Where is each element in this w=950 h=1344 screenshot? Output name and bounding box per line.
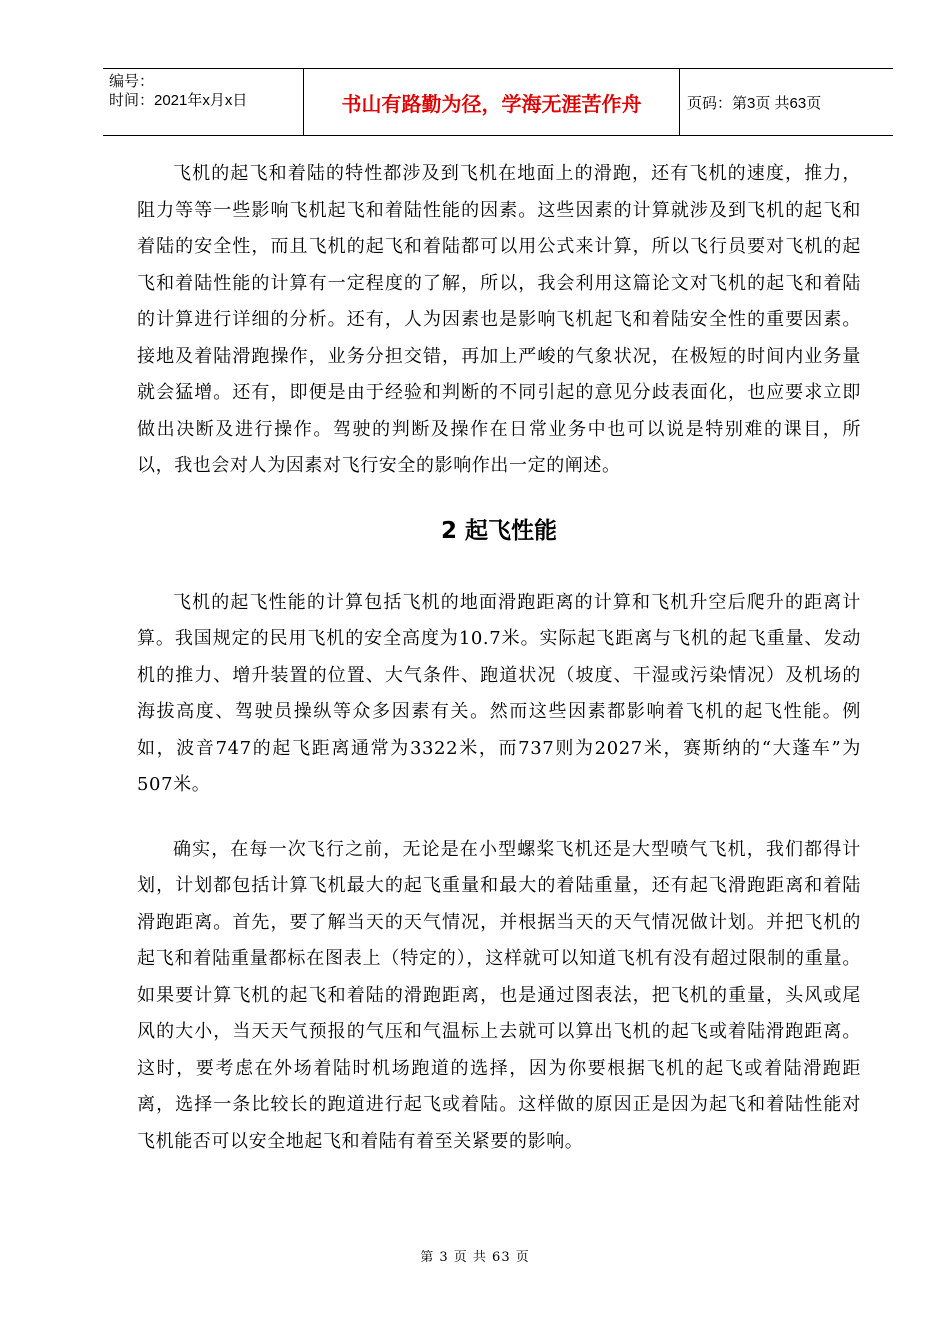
serial-label: 编号： <box>109 73 155 90</box>
header-motto-cell <box>304 69 680 135</box>
document-body <box>137 156 861 1160</box>
header-page-cell <box>680 69 893 135</box>
date-line: 时间：2021年x月x日 <box>109 92 248 109</box>
header-motto: 书山有路勤为径，学海无涯苦作舟 <box>341 91 642 116</box>
body-paragraph: 飞机的起飞和着陆的特性都涉及到飞机在地面上的滑跑，还有飞机的速度，推力，阻力等等一些影响飞机起飞和着陆性能的因素。这些因素的计算就涉及到飞机的起飞和着陆的安全性，而且飞机的起飞和着陆都可以用公式来计算，所以飞行员要对飞机的起飞和着陆性能的计算有一定程度的了解，所以，我会利用这篇论文对飞机的起飞和着陆的计算进行详细的分析。还有，人为因素也是影响飞机起飞和着陆安全性的重要因素。接地及着陆滑跑操作，业务分担交错，再加上严峻的气象状况，在极短的时间内业务量就会猛增。还有，即便是由于经验和判断的不同引起的意见分歧表面化，也应要求立即做出决断及进行操作。驾驶的判断及操作在日常业务中也可以说是特别难的课目，所以，我也会对人为因素对飞行安全的影响作出一定的阐述。 <box>137 163 861 476</box>
header-page-info: 页码：第3页 共63页 <box>687 94 822 112</box>
body-paragraph: 确实，在每一次飞行之前，无论是在小型螺桨飞机还是大型喷气飞机，我们都得计划，计划都包括计算飞机最大的起飞重量和最大的着陆重量，还有起飞滑跑距离和着陆滑跑距离。首先，要了解当天的天气情况，并根据当天的天气情况做计划。并把飞机的起飞和着陆重量都标在图表上（特定的），这样就可以知道飞机有没有超过限制的重量。如果要计算飞机的起飞和着陆的滑跑距离，也是通过图表法，把飞机的重量，头风或尾风的大小，当天天气预报的气压和气温标上去就可以算出飞机的起飞或着陆滑跑距离。这时，要考虑在外场着陆时机场跑道的选择，因为你要根据飞机的起飞或着陆滑跑距离，选择一条比较长的跑道进行起飞或着陆。这样做的原因正是因为起飞和着陆性能对飞机能否可以安全地起飞和着陆有着至关紧要的影响。 <box>137 838 861 1152</box>
document-header <box>103 68 893 136</box>
page-footer: 第 3 页 共 63 页 <box>420 1250 530 1265</box>
section-heading: 2 起飞性能 <box>440 517 557 544</box>
header-meta-cell <box>103 69 304 135</box>
body-paragraph: 飞机的起飞性能的计算包括飞机的地面滑跑距离的计算和飞机升空后爬升的距离计算。我国规定的民用飞机的安全高度为10.7米。实际起飞距离与飞机的起飞重量、发动机的推力、增升装置的位置、大气条件、跑道状况（坡度、干湿或污染情况）及机场的海拔高度、驾驶员操纵等众多因素有关。然而这些因素都影响着飞机的起飞性能。例如，波音747的起飞距离通常为3322米，而737则为2027米，赛斯纳的“大蓬车”为507米。 <box>137 591 861 795</box>
